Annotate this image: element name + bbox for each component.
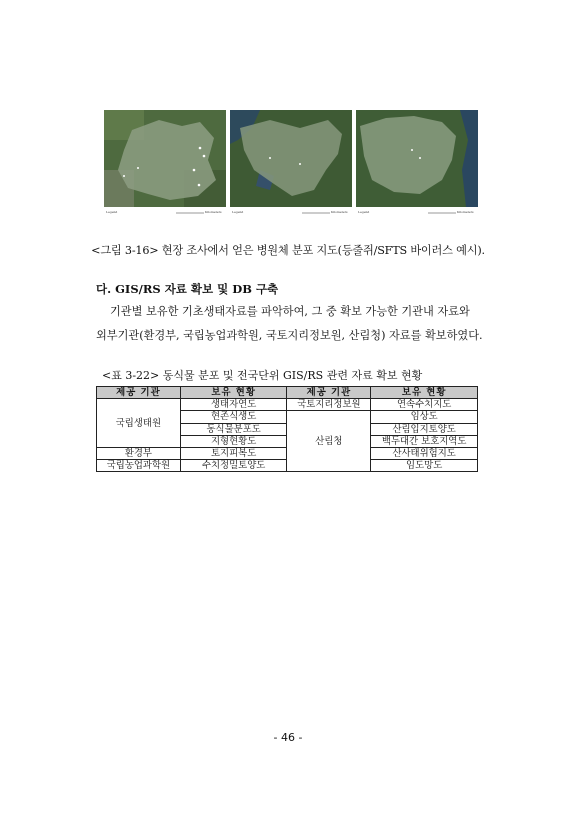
page-number: - 46 -: [273, 731, 303, 744]
table-cell: 환경부: [97, 447, 181, 459]
section-title: 다. GIS/RS 자료 확보 및 DB 구축: [96, 282, 279, 296]
table-cell: 토지피복도: [180, 447, 287, 459]
table-cell: 지형현황도: [180, 435, 287, 447]
table-cell: 산림청: [287, 411, 371, 472]
column-header: 보유 현황: [180, 387, 287, 399]
paragraph-line-2: 외부기관(환경부, 국립농업과학원, 국토지리정보원, 산림청) 자료를 확보하였다.: [96, 329, 483, 342]
distribution-map-3: [356, 110, 478, 220]
map-scale-text: Kilometers: [331, 210, 348, 214]
column-header: 제공 기관: [287, 387, 371, 399]
table-cell: 동식물분포도: [180, 423, 287, 435]
table-cell: 현존식생도: [180, 411, 287, 423]
distribution-map-2: [230, 110, 352, 220]
map-legend-text: Legend: [358, 210, 370, 214]
table-header-row: [97, 387, 478, 399]
table-cell: 임도망도: [371, 460, 478, 472]
distribution-map-1: [104, 110, 226, 220]
column-header: 제공 기관: [97, 387, 181, 399]
table-title: <표 3-22> 동식물 분포 및 전국단위 GIS/RS 관련 자료 확보 현황: [102, 369, 423, 382]
table-cell: 연속수치지도: [371, 399, 478, 411]
map-legend-text: Legend: [106, 210, 118, 214]
table-cell: 임상도: [371, 411, 478, 423]
map-scale-text: Kilometers: [205, 210, 222, 214]
table-cell: 국토지리정보원: [287, 399, 371, 411]
table-cell: 국립농업과학원: [97, 460, 181, 472]
map-legend-text: Legend: [232, 210, 244, 214]
column-header: 보유 현황: [371, 387, 478, 399]
table-cell: 산사태위험지도: [371, 447, 478, 459]
map-scale-text: Kilometers: [457, 210, 474, 214]
table-cell: 생태자연도: [180, 399, 287, 411]
figure-maps: [104, 110, 478, 220]
figure-caption: <그림 3-16> 현장 조사에서 얻은 병원체 분포 지도(등줄쥐/SFTS 바이러스 예시).: [91, 244, 485, 257]
table-row: [97, 399, 478, 411]
paragraph-line-1: 기관별 보유한 기초생태자료를 파악하여, 그 중 확보 가능한 기관내 자료와: [110, 305, 470, 318]
table-cell: 백두대간 보호지역도: [371, 435, 478, 447]
table-cell: 산림입지토양도: [371, 423, 478, 435]
table-cell: 국립생태원: [97, 399, 181, 448]
table-cell: 수치정밀토양도: [180, 460, 287, 472]
data-table: [96, 386, 478, 472]
